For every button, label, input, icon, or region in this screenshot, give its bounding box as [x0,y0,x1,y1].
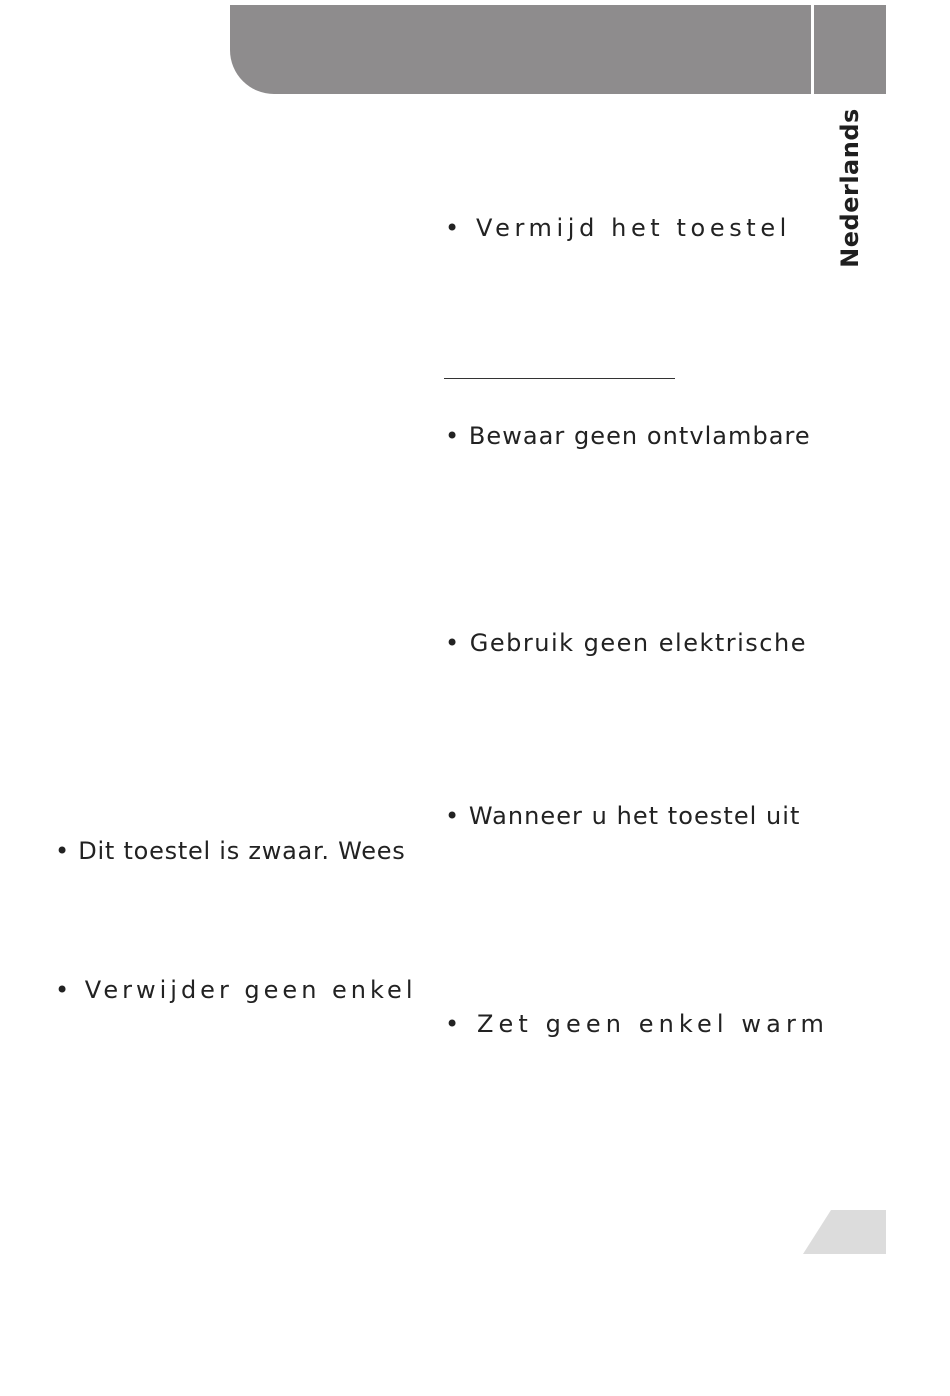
bullet-remove: • Verwijder geen enkel [55,976,417,1004]
header-tab [814,5,886,94]
bullet-warm: • Zet geen enkel warm [445,1010,829,1038]
bullet-flammable: • Bewaar geen ontvlambare [445,422,811,450]
page-corner-tab [803,1210,886,1254]
bullet-heavy: • Dit toestel is zwaar. Wees [55,837,406,865]
header-bar [230,5,811,94]
bullet-unplug: • Wanneer u het toestel uit [445,802,801,830]
language-label: Nederlands [836,108,864,268]
bullet-avoid-appliance: • Vermijd het toestel [445,214,791,242]
bullet-electric: • Gebruik geen elektrische [445,629,807,657]
section-divider [444,378,675,379]
